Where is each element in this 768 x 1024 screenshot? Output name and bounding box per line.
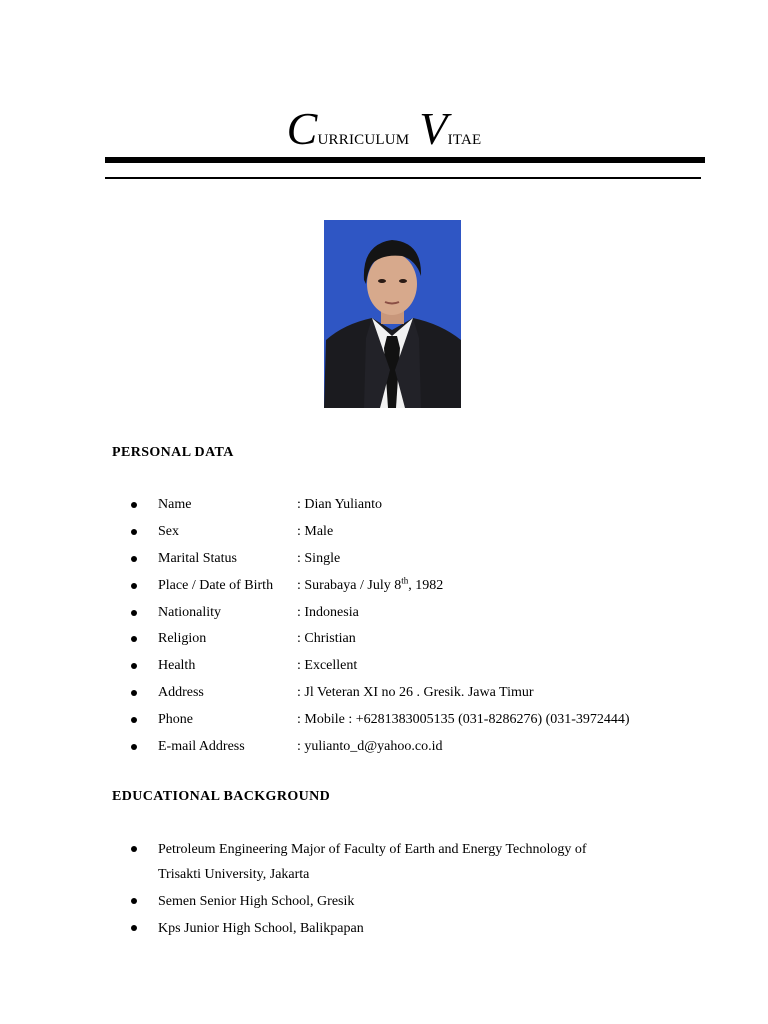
bullet-icon: [131, 556, 137, 562]
profile-photo: [324, 220, 461, 408]
title-rule-thin: [105, 177, 701, 179]
portrait-illustration: [324, 220, 461, 408]
education-senior-high-text: Semen Senior High School, Gresik: [158, 894, 355, 909]
value-religion: : Christian: [297, 631, 356, 647]
document-title: [0, 103, 768, 154]
label-email: E-mail Address: [158, 739, 245, 755]
bullet-icon: [131, 717, 137, 723]
value-marital-status: : Single: [297, 550, 341, 566]
value-phone: : Mobile : +6281383005135 (031-8286276) (031-3972444): [297, 712, 630, 728]
title-word-vitae: [419, 103, 482, 154]
value-sex: : Male: [297, 523, 334, 539]
bullet-icon: [131, 502, 137, 508]
value-health: : Excellent: [297, 658, 358, 674]
education-item-senior-high: [131, 889, 658, 914]
value-name: : Dian Yulianto: [297, 497, 383, 512]
education-heading: EDUCATIONAL BACKGROUND: [112, 789, 331, 804]
value-email[interactable]: : yulianto_d@yahoo.co.id: [297, 739, 443, 755]
title-initial-c: C: [286, 103, 318, 154]
education-item-university: [131, 837, 658, 887]
bullet-icon: [131, 636, 137, 642]
label-sex: Sex: [158, 523, 179, 539]
education-university-line1: Petroleum Engineering Major of Faculty of Earth and Energy Technology of: [158, 842, 587, 857]
education-list: [131, 837, 658, 943]
title-word-curriculum: [286, 103, 410, 154]
bullet-icon: [131, 846, 137, 852]
bullet-icon: [131, 690, 137, 696]
value-birth-date: : Surabaya / July 8: [297, 577, 402, 593]
value-birth-year: , 1982: [408, 577, 444, 593]
title-rest-vitae: ITAE: [447, 132, 482, 148]
label-address: Address: [158, 685, 204, 701]
education-item-junior-high: [131, 916, 658, 941]
title-rule-thick: [105, 157, 705, 163]
bullet-icon: [131, 529, 137, 535]
bullet-icon: [131, 898, 137, 904]
personal-data-heading: PERSONAL DATA: [112, 445, 234, 460]
label-phone: Phone: [158, 712, 193, 728]
label-birth: Place / Date of Birth: [158, 577, 274, 593]
title-initial-v: V: [419, 103, 448, 154]
label-name: Name: [158, 497, 192, 512]
education-university-line2: Trisakti University, Jakarta: [158, 867, 310, 882]
value-birth: [297, 576, 443, 596]
label-nationality: Nationality: [158, 604, 221, 620]
label-health: Health: [158, 658, 196, 674]
value-birth-suffix: th: [401, 575, 409, 586]
bullet-icon: [131, 744, 137, 750]
education-junior-high-text: Kps Junior High School, Balikpapan: [158, 921, 364, 936]
bullet-icon: [131, 610, 137, 616]
label-religion: Religion: [158, 631, 207, 647]
bullet-icon: [131, 925, 137, 931]
label-marital-status: Marital Status: [158, 550, 237, 566]
value-address: : Jl Veteran XI no 26 . Gresik. Jawa Timur: [297, 685, 534, 701]
bullet-icon: [131, 663, 137, 669]
title-rest-curriculum: URRICULUM: [317, 132, 410, 148]
value-nationality: : Indonesia: [297, 604, 359, 620]
bullet-icon: [131, 583, 137, 589]
